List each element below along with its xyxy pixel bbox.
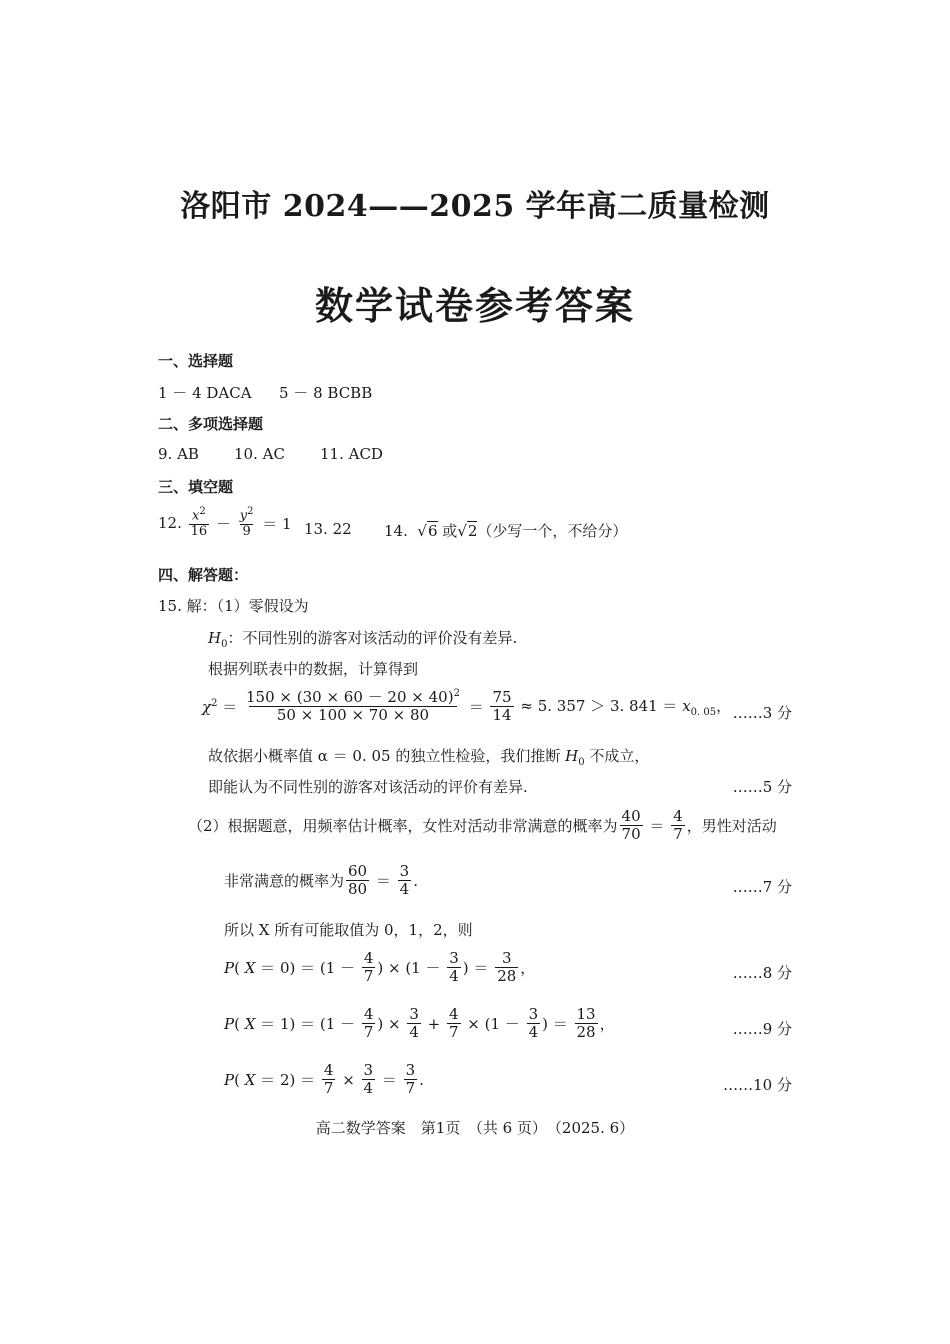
q15-intro: 15. 解：（1）零假设为 [158, 597, 309, 615]
answer-14-note: （少写一个，不给分） [477, 522, 628, 540]
page-title: 洛阳市 2024——2025 学年高二质量检测 [180, 189, 770, 224]
section-heading-solve: 四、解答题： [158, 566, 249, 584]
points-3: ……3 分 [732, 704, 792, 722]
answer-14: 14. √6 或√2（少写一个，不给分） [384, 522, 628, 540]
section-heading-choice: 一、选择题 [158, 352, 234, 370]
answer-12-number: 12. [158, 514, 182, 533]
q15-null-hypothesis: $H_0$：不同性别的游客对该活动的评价没有差异. [208, 629, 518, 650]
page-subtitle: 数学试卷参考答案 [314, 283, 635, 328]
prob-x-0: P( X ＝ 0) ＝ (1 － $\frac{4}{7}$ ) × (1 － $\frac{3}{4}$ ) ＝ $\frac{3}{28}$ ， [224, 949, 536, 986]
q15-conclusion-2: 即能认为不同性别的游客对该活动的评价有差异. [208, 778, 528, 796]
answer-1-4: 1 － 4 DACA [158, 384, 252, 402]
q15-compute-line: 根据列联表中的数据，计算得到 [208, 660, 419, 678]
answer-11: 11. ACD [320, 445, 383, 463]
q15-values-line: 所以 X 所有可能取值为 0，1，2，则 [224, 921, 473, 939]
page-footer: 高二数学答案 第1页 （共 6 页） （2025. 6） [315, 1119, 635, 1137]
q15-part2-line1: （2）根据题意，用频率估计概率，女性对活动非常满意的概率为 $\frac{40}{70}$ ＝ $\frac{4}{7}$ ，男性对活动 [188, 807, 777, 844]
points-9: ……9 分 [732, 1020, 792, 1038]
section-heading-multi: 二、多项选择题 [158, 415, 264, 433]
prob-x-2: P( X ＝ 2) ＝ $\frac{4}{7}$ × $\frac{3}{4}$ ＝ $\frac{3}{7}$ . [224, 1061, 424, 1098]
answer-12: 12. $\frac{x^2}{16}$ － $\frac{y^2}{9}$ ＝ 1 [158, 506, 292, 540]
q15-conclusion-1: 故依据小概率值 α ＝ 0. 05 的独立性检验，我们推断 $H_0$ 不成立， [208, 747, 650, 768]
q15-part2-line2: 非常满意的概率为 $\frac{60}{80}$ ＝ $\frac{3}{4}$ . [224, 862, 418, 899]
answer-10: 10. AC [234, 445, 285, 463]
points-7: ……7 分 [732, 878, 792, 896]
points-8: ……8 分 [732, 964, 792, 982]
points-10: ……10 分 [723, 1076, 792, 1094]
chi-square-formula: $\chi^2$ ＝ $\frac{150 \times (30 \times 60 - 20 \times 40)^2}{50 \times 100 \times 70 \times 80}$ ＝ $\frac{75}{14}$ ≈ 5. 357 ＞ 3. $841 = x_{0. 05}$， [202, 687, 732, 725]
hyperbola-x-term: $\frac{x^2}{16}$ [190, 506, 208, 540]
prob-x-1: P( X ＝ 1) ＝ (1 － $\frac{4}{7}$ ) × $\frac{3}{4}$ + $\frac{4}{7}$ × (1 － $\frac{3}{4}$ ) ＝ $\frac{13}{28}$ ， [224, 1005, 615, 1042]
answer-5-8: 5 － 8 BCBB [279, 384, 373, 402]
answer-13: 13. 22 [304, 520, 352, 538]
section-heading-fill: 三、填空题 [158, 478, 234, 496]
hyperbola-y-term: $\frac{y^2}{9}$ [239, 506, 254, 540]
points-5: ……5 分 [732, 778, 792, 796]
answer-9: 9. AB [158, 445, 199, 463]
